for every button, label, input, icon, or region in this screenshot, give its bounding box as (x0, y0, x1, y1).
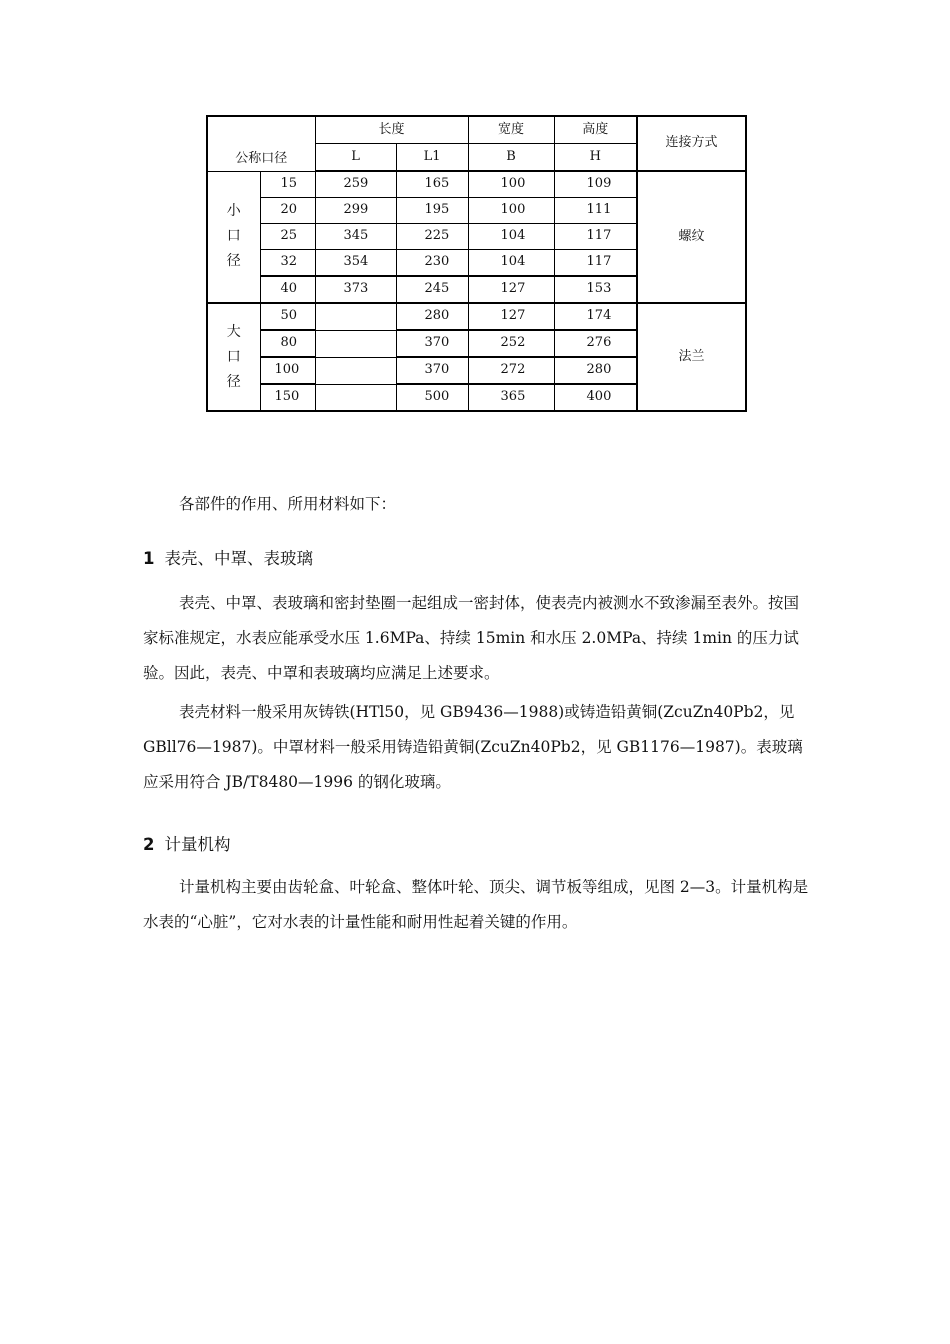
section-number: 2 (143, 835, 155, 854)
cell-H: 153 (554, 276, 637, 303)
cell-B: 272 (468, 357, 554, 384)
cell-B: 365 (468, 384, 554, 411)
header-L: L (315, 144, 396, 172)
header-connection: 连接方式 (637, 116, 746, 171)
body-paragraph: 计量机构主要由齿轮盒、叶轮盒、整体叶轮、顶尖、调节板等组成，见图 2—3。计量机构是水表的“心脏”，它对水表的计量性能和耐用性起着关键的作用。 (143, 878, 809, 931)
cell-L (315, 330, 396, 357)
header-L1: L1 (396, 144, 468, 172)
cell-L1: 370 (396, 357, 468, 384)
cell-H: 280 (554, 357, 637, 384)
cell-H: 276 (554, 330, 637, 357)
cell-L: 354 (315, 250, 396, 277)
group-label-large (207, 303, 260, 411)
cell-L: 345 (315, 224, 396, 250)
cell-H: 174 (554, 303, 637, 330)
cell-B: 104 (468, 224, 554, 250)
cell-dn: 20 (260, 198, 315, 224)
header-length: 长度 (315, 116, 468, 144)
header-width: 宽度 (468, 116, 554, 144)
cell-dn: 25 (260, 224, 315, 250)
cell-L1: 500 (396, 384, 468, 411)
cell-L1: 280 (396, 303, 468, 330)
cell-dn: 100 (260, 357, 315, 384)
cell-L: 259 (315, 171, 396, 198)
section-number: 1 (143, 549, 155, 568)
cell-dn: 32 (260, 250, 315, 277)
group-label-char: 大 (226, 323, 241, 340)
intro-text: 各部件的作用、所用材料如下： (179, 495, 397, 513)
header-H: H (554, 144, 637, 172)
cell-L: 299 (315, 198, 396, 224)
cell-H: 400 (554, 384, 637, 411)
cell-L1: 225 (396, 224, 468, 250)
cell-L (315, 384, 396, 411)
header-height: 高度 (554, 116, 637, 144)
cell-dn: 50 (260, 303, 315, 330)
section-heading (143, 831, 230, 855)
group-label-small (207, 171, 260, 303)
cell-H: 117 (554, 250, 637, 277)
group-label-char: 小 (226, 203, 241, 220)
cell-H: 117 (554, 224, 637, 250)
cell-H: 109 (554, 171, 637, 198)
cell-L1: 245 (396, 276, 468, 303)
cell-L1: 230 (396, 250, 468, 277)
cell-L (315, 357, 396, 384)
cell-dn: 80 (260, 330, 315, 357)
cell-L (315, 303, 396, 330)
section-title: 表壳、中罩、表玻璃 (164, 549, 313, 568)
connection-flange: 法兰 (637, 303, 746, 411)
cell-B: 100 (468, 171, 554, 198)
group-label-char: 径 (226, 373, 241, 390)
cell-dn: 40 (260, 276, 315, 303)
header-B: B (468, 144, 554, 172)
cell-L1: 165 (396, 171, 468, 198)
connection-threaded: 螺纹 (637, 171, 746, 303)
cell-B: 252 (468, 330, 554, 357)
cell-B: 100 (468, 198, 554, 224)
cell-B: 104 (468, 250, 554, 277)
cell-B: 127 (468, 303, 554, 330)
dimension-table (206, 115, 747, 412)
header-nominal: 公称口径 (207, 116, 315, 171)
group-label-char: 口 (226, 348, 241, 365)
section-heading (143, 545, 313, 569)
cell-dn: 150 (260, 384, 315, 411)
section-title: 计量机构 (164, 835, 231, 854)
cell-H: 111 (554, 198, 637, 224)
cell-B: 127 (468, 276, 554, 303)
cell-L: 373 (315, 276, 396, 303)
group-label-char: 径 (226, 253, 241, 270)
group-label-char: 口 (226, 228, 241, 245)
body-paragraph: 表壳材料一般采用灰铸铁(HTl50，见 GB9436—1988)或铸造铅黄铜(ZcuZn40Pb2，见 GBll76—1987)。中罩材料一般采用铸造铅黄铜(ZcuZn40Pb2，见 GB1176—1987)。表玻璃应采用符合 JB/T8480—1996 的钢化玻璃。 (143, 703, 803, 791)
cell-dn: 15 (260, 171, 315, 198)
cell-L1: 195 (396, 198, 468, 224)
cell-L1: 370 (396, 330, 468, 357)
body-paragraph: 表壳、中罩、表玻璃和密封垫圈一起组成一密封体，使表壳内被测水不致渗漏至表外。按国家标准规定，水表应能承受水压 1.6MPa、持续 15min 和水压 2.0MPa、持续 1min 的压力试验。因此，表壳、中罩和表玻璃均应满足上述要求。 (143, 594, 800, 682)
